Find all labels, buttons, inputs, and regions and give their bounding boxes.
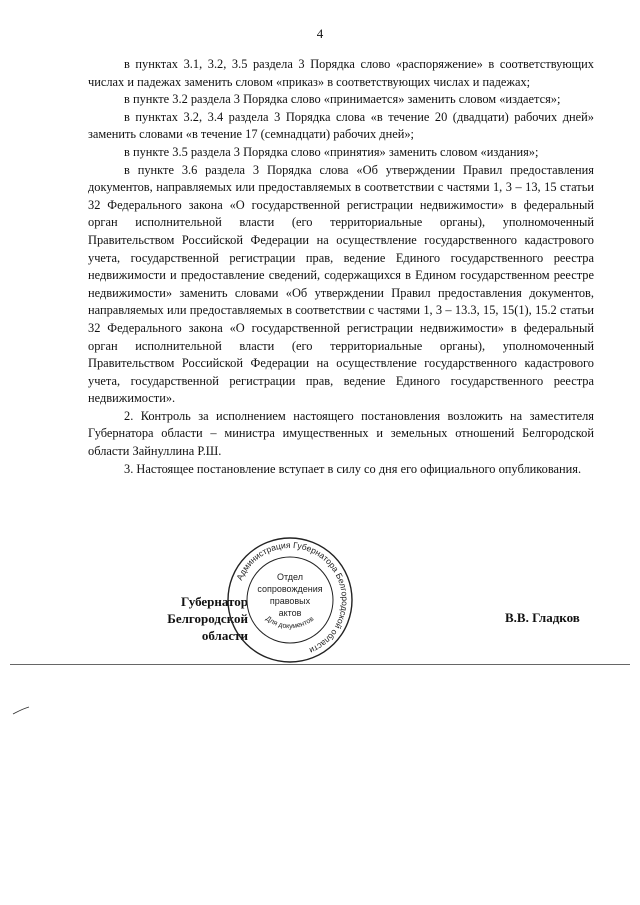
stamp-center-line: Отдел — [276, 572, 304, 582]
signatory-title-line2: Белгородской области — [167, 611, 248, 643]
stamp-center-line: сопровождения — [257, 584, 323, 594]
pen-mark — [12, 706, 30, 716]
stamp-center-line: актов — [278, 608, 302, 618]
page-divider — [10, 664, 630, 665]
page-number: 4 — [316, 26, 324, 41]
official-stamp — [225, 535, 355, 665]
paragraph: в пункте 3.6 раздела 3 Порядка слова «Об утверждении Правил предоставления документов, направляемых или предоставляемых в соответствии с частями 1, 3 – 13, 15 статьи 32 Федерального закона «О государственной регистрации недвижимости» в федеральный орган исполнительной власти (его территориальные органы), уполномоченный Правительством Российской Федерации на осуществление государственного кадастрового учета, государственной регистрации прав, ведение Единого государственного реестра недвижимости и предоставление сведений, содержащихся в Едином государственном реестре недвижимости» заменить словами «Об утверждении Правил предоставления документов, направляемых или предоставляемых в соответствии с частями 1, 3 – 13.3, 15, 15(1), 15.2 статьи 32 Федерального закона «О государственной регистрации недвижимости» в федеральный орган исполнительной власти (его территориальные органы), уполномоченный Правительством Российской Федерации на осуществление государственного кадастрового учета, государственной регистрации прав, ведение Единого государственного реестра недвижимости». — [88, 162, 594, 406]
paragraph: в пункте 3.5 раздела 3 Порядка слово «принятия» заменить словом «издания»; — [124, 144, 539, 159]
signatory-title-line1: Губернатор — [180, 594, 248, 609]
stamp-bottom-text: Для документов — [264, 615, 316, 631]
stamp-center-line: правовых — [269, 596, 311, 606]
paragraph: 3. Настоящее постановление вступает в силу со дня его официального опубликования. — [124, 461, 582, 476]
paragraph: в пунктах 3.1, 3.2, 3.5 раздела 3 Порядка слово «распоряжение» в соответствующих числах и падежах заменить словом «приказ» в соответствующих числах и падежах; — [88, 57, 594, 89]
paragraph: в пункте 3.2 раздела 3 Порядка слово «принимается» заменить словом «издается»; — [124, 92, 561, 107]
paragraph: 2. Контроль за исполнением настоящего постановления возложить на заместителя Губернатора области – министра имущественных и земельных отношений Белгородской области Зайнуллина Р.Ш. — [88, 408, 594, 459]
stamp-outer-text: Администрация Губернатора Белгородской области — [234, 539, 351, 656]
paragraph: в пунктах 3.2, 3.4 раздела 3 Порядка слова «в течение 20 (двадцати) рабочих дней» заменить словами «в течение 17 (семнадцати) рабочих дней»; — [88, 109, 594, 142]
signatory-name: В.В. Гладков — [505, 610, 580, 625]
document-body — [88, 56, 594, 478]
